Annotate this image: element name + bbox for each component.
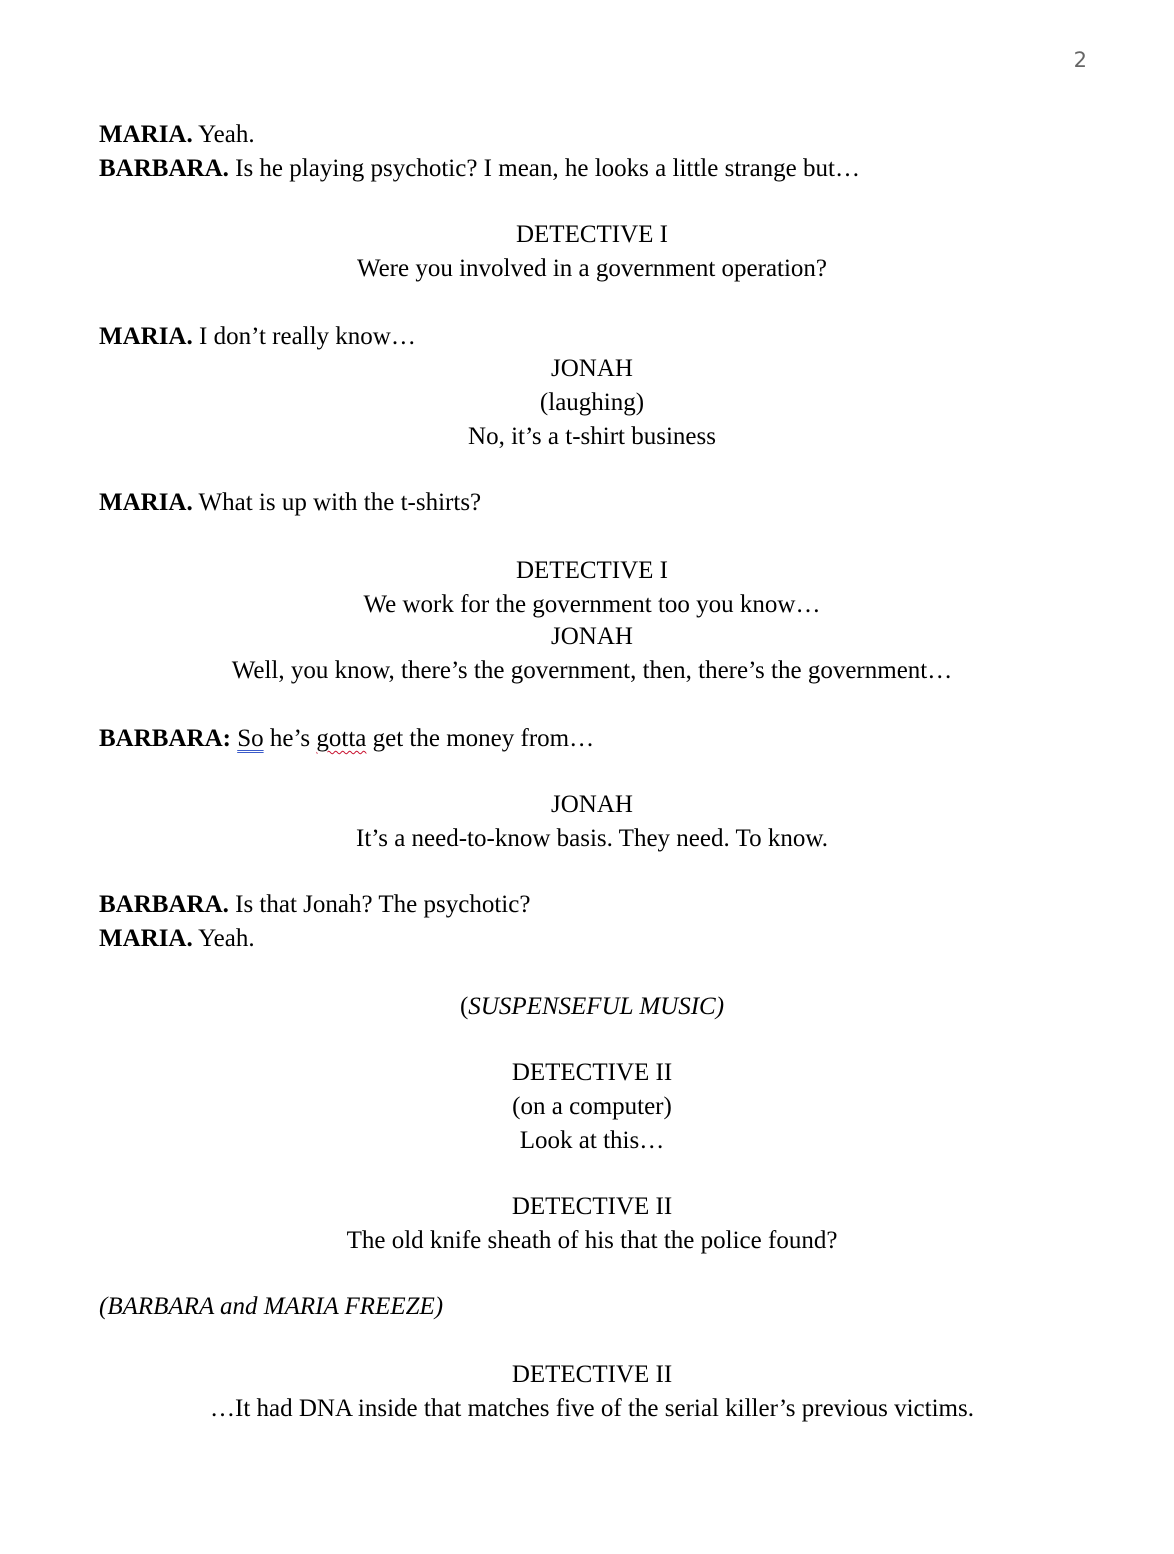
dialogue-text: Were you involved in a government operation? xyxy=(356,255,828,282)
dialogue-line xyxy=(99,924,255,954)
stage-direction xyxy=(0,992,1174,1022)
dialogue-line xyxy=(99,724,594,754)
dialogue-line xyxy=(99,120,255,150)
dialogue-text: It’s a need-to-know basis. They need. To know. xyxy=(356,825,828,852)
dialogue-text: …It had DNA inside that matches five of the serial killer’s previous victims. xyxy=(210,1395,974,1422)
spelling-flagged-word: gotta xyxy=(316,725,367,752)
speaker-name: MARIA. xyxy=(99,323,193,350)
speaker-name: MARIA. xyxy=(99,121,193,148)
parenthetical: (laughing) xyxy=(539,389,645,416)
stage-direction-open: ( xyxy=(459,993,469,1020)
dialogue-text: Well, you know, there’s the government, then, there’s the government… xyxy=(231,657,953,684)
character-cue: DETECTIVE II xyxy=(511,1193,673,1220)
dialogue-text: Is that Jonah? The psychotic? xyxy=(228,891,531,918)
speaker-name: BARBARA: xyxy=(99,725,231,752)
dialogue-text: Is he playing psychotic? I mean, he looks a little strange but… xyxy=(228,155,860,182)
dialogue-line xyxy=(99,890,530,920)
dialogue-line xyxy=(99,154,860,184)
character-cue: JONAH xyxy=(551,623,633,650)
dialogue-text: get the money from… xyxy=(366,725,595,752)
page-number: 2 xyxy=(1073,48,1087,72)
dialogue-text: We work for the government too you know… xyxy=(363,591,821,618)
character-cue: DETECTIVE I xyxy=(515,557,669,584)
parenthetical: (on a computer) xyxy=(512,1093,672,1120)
speaker-name: BARBARA. xyxy=(99,891,229,918)
character-cue: DETECTIVE I xyxy=(515,221,669,248)
grammar-flagged-word: So xyxy=(237,725,264,752)
speaker-name: BARBARA. xyxy=(99,155,229,182)
dialogue-text: I don’t really know… xyxy=(192,323,416,350)
character-cue: DETECTIVE II xyxy=(511,1059,673,1086)
dialogue-text: What is up with the t-shirts? xyxy=(192,489,482,516)
dialogue-text: Yeah. xyxy=(192,121,255,148)
speaker-name: MARIA. xyxy=(99,489,193,516)
dialogue-line xyxy=(99,322,416,352)
speaker-name: MARIA. xyxy=(99,925,193,952)
stage-direction-text: SUSPENSEFUL MUSIC) xyxy=(468,993,725,1020)
character-cue: DETECTIVE II xyxy=(511,1361,673,1388)
dialogue-text: The old knife sheath of his that the police found? xyxy=(346,1227,838,1254)
character-cue: JONAH xyxy=(551,791,633,818)
dialogue-text: Yeah. xyxy=(192,925,255,952)
dialogue-text: Look at this… xyxy=(519,1127,665,1154)
stage-direction: (BARBARA and MARIA FREEZE) xyxy=(99,1293,444,1320)
dialogue-text: he’s xyxy=(263,725,317,752)
dialogue-line xyxy=(99,488,481,518)
character-cue: JONAH xyxy=(551,355,633,382)
dialogue-text: No, it’s a t-shirt business xyxy=(468,423,716,450)
